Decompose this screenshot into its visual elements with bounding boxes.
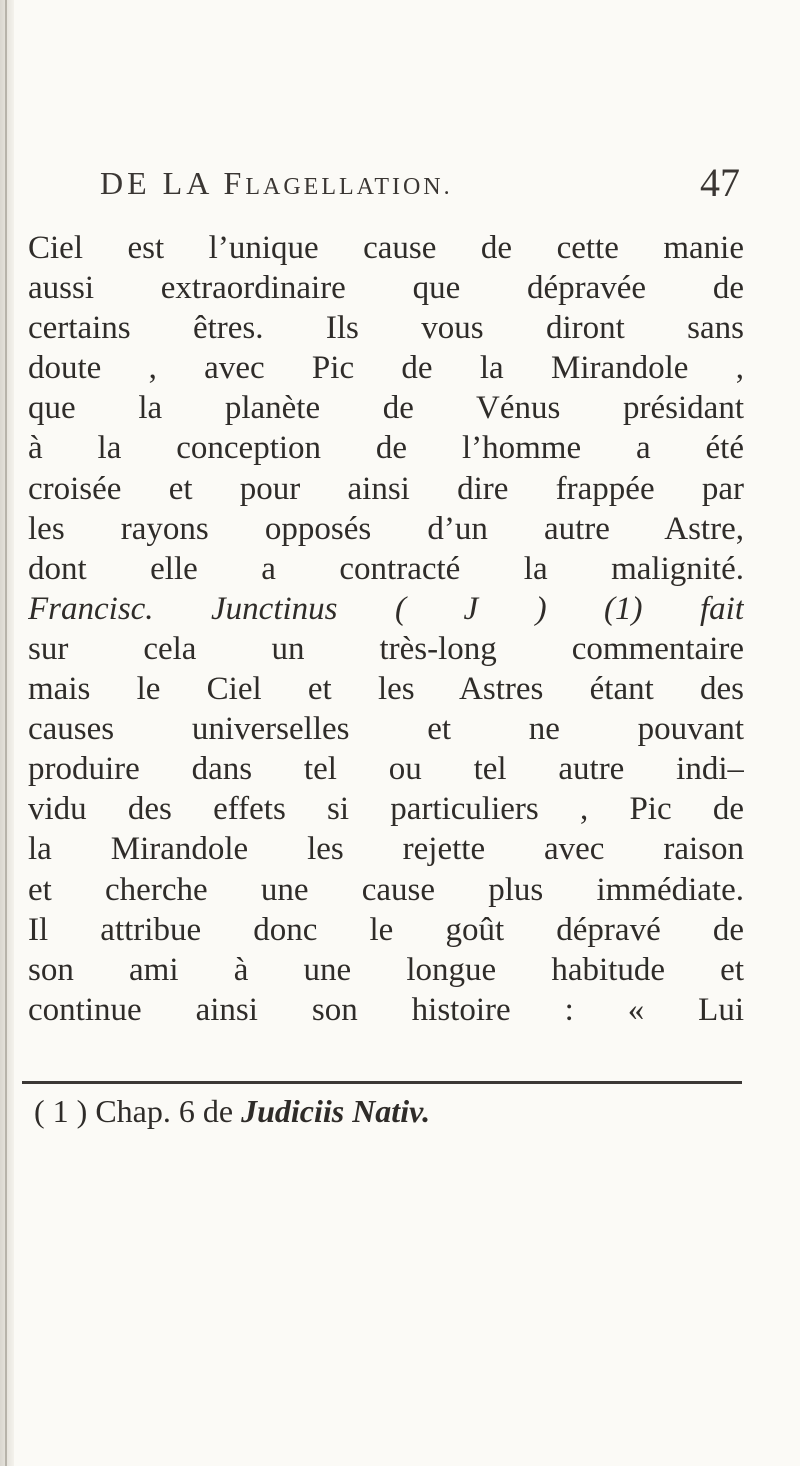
footnote-italic-title: Judiciis Nativ.: [241, 1093, 431, 1129]
text-line: certains êtres. Ils vous diront sans: [28, 310, 744, 347]
text-line: vidu des effets si particuliers , Pic de: [28, 791, 744, 828]
text-line: son ami à une longue habitude et: [28, 951, 744, 988]
text-line: que la planète de Vénus présidant: [28, 390, 744, 427]
spine-edge: [5, 0, 7, 1466]
text-line: causes universelles et ne pouvant: [28, 711, 744, 748]
footnote-text: Chap. 6 de: [95, 1093, 234, 1129]
text-line: à la conception de l’homme a été: [28, 430, 744, 467]
text-line: continue ainsi son histoire : « Lui: [28, 991, 744, 1028]
page-number: 47: [700, 160, 740, 205]
text-line: produire dans tel ou tel autre indi–: [28, 751, 744, 788]
running-head-prefix: DE LA: [100, 165, 212, 201]
text-line: doute , avec Pic de la Mirandole ,: [28, 350, 744, 387]
text-line: la Mirandole les rejette avec raison: [28, 831, 744, 868]
body-text: [28, 228, 744, 1030]
running-head-title: LAGELLATION.: [245, 174, 453, 200]
text-line: Il attribue donc le goût dépravé de: [28, 911, 744, 948]
text-line: Francisc. Junctinus ( J ) (1) fait: [28, 590, 744, 627]
text-line: croisée et pour ainsi dire frappée par: [28, 470, 744, 507]
footnote-marker: ( 1 ): [34, 1093, 88, 1129]
running-head: [100, 160, 740, 225]
footnote: [34, 1093, 594, 1130]
text-line: Ciel est l’unique cause de cette manie: [28, 230, 744, 266]
text-line: les rayons opposés d’un autre Astre,: [28, 510, 744, 547]
footnote-rule: [22, 1081, 742, 1084]
text-line: dont elle a contracté la malignité.: [28, 550, 744, 587]
text-line: aussi extraordinaire que dépravée de: [28, 270, 744, 307]
running-head-title-cap: F: [223, 165, 246, 201]
text-line: sur cela un très-long commentaire: [28, 630, 744, 667]
page-gutter: [0, 0, 14, 1466]
text-line: et cherche une cause plus immédiate.: [28, 871, 744, 908]
text-line: mais le Ciel et les Astres étant des: [28, 671, 744, 708]
